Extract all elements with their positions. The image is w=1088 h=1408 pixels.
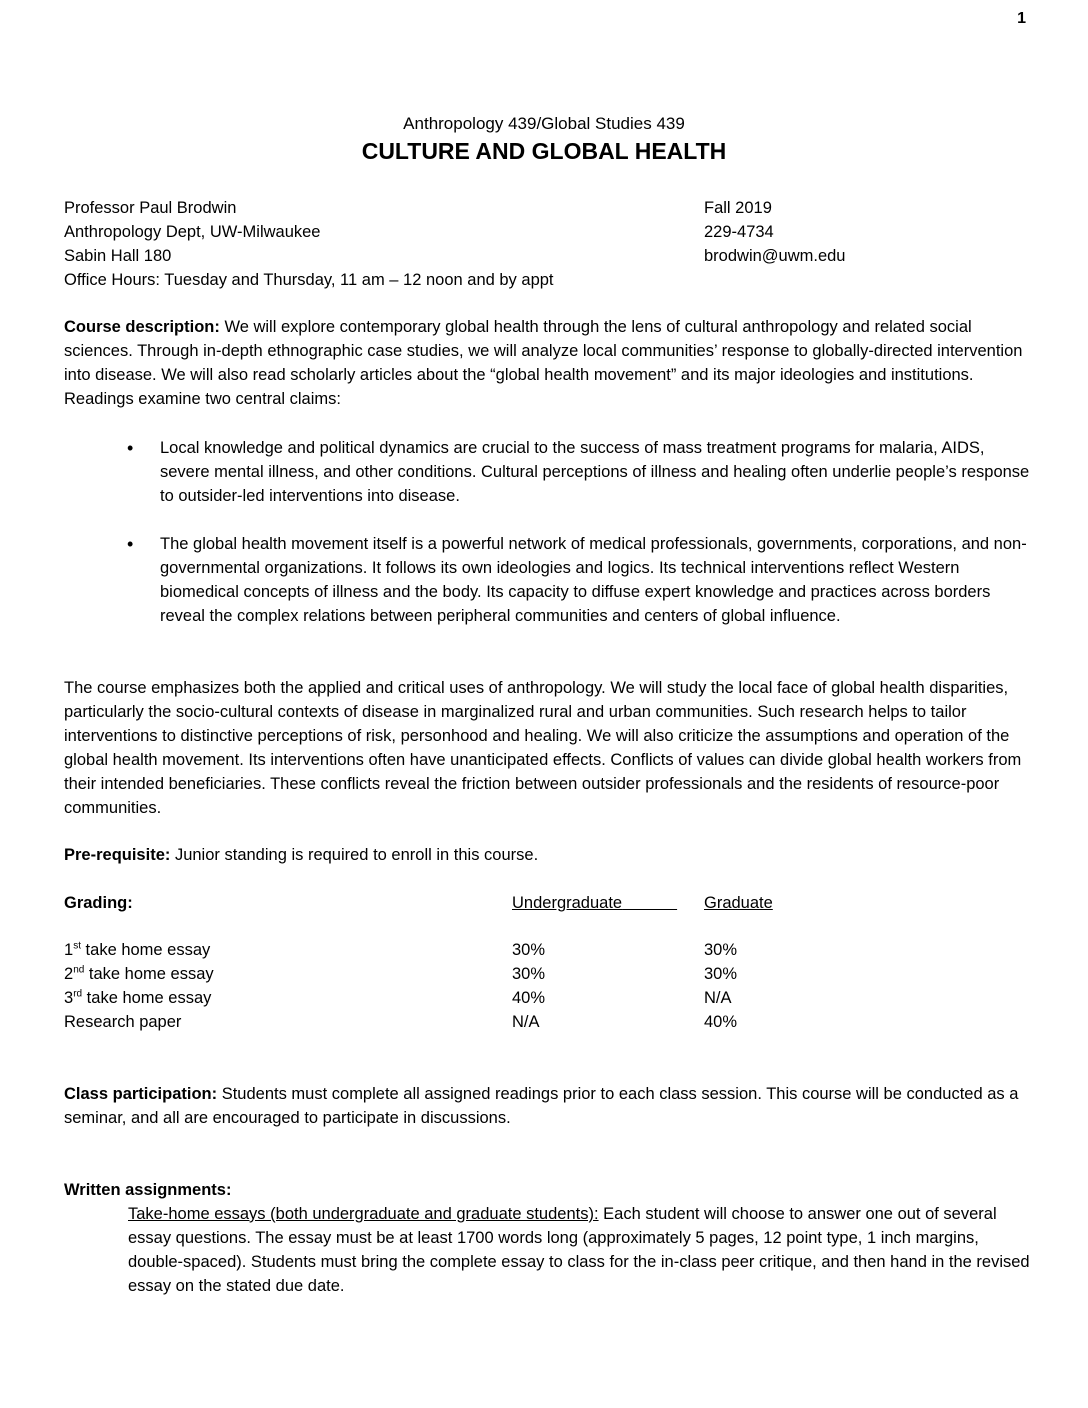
grading-row-grad: 30% xyxy=(704,941,738,959)
grading-row-undergrad: N/A xyxy=(512,1013,540,1031)
prerequisite-label: Pre-requisite: xyxy=(64,846,171,864)
grading-row-undergrad: 30% xyxy=(512,965,546,983)
class-participation-label: Class participation: xyxy=(64,1085,218,1103)
grading-label: Grading: xyxy=(64,894,133,912)
prerequisite-text: Junior standing is required to enroll in this course. xyxy=(170,846,539,864)
grading-row-undergrad: 30% xyxy=(512,941,546,959)
grading-row-undergrad: 40% xyxy=(512,989,546,1007)
instructor-department: Anthropology Dept, UW-Milwaukee xyxy=(64,223,321,241)
instructor-name: Professor Paul Brodwin xyxy=(64,199,237,217)
course-description-text: We will explore contemporary global health through the lens of cultural anthropology and related social sciences. Through in-depth ethnographic case studies, we will analyze local communities’ response to globally-directed intervention into disease. We will also read scholarly articles about the “global health movement” and its major ideologies and institutions. Readings examine two central claims: xyxy=(64,318,1023,408)
bullet-item: Local knowledge and political dynamics are crucial to the success of mass treatment programs for malaria, AIDS, severe mental illness, and other conditions. Cultural perceptions of illness and healing often underlie people’s response to outsider-led interventions into disease. xyxy=(160,439,1030,505)
grading-row-grad: N/A xyxy=(704,989,732,1007)
take-home-essays xyxy=(128,1202,1030,1298)
course-number: Anthropology 439/Global Studies 439 xyxy=(403,114,685,133)
grading-row-item: 3rd take home essay xyxy=(64,988,212,1007)
grading-col-undergrad: Undergraduate xyxy=(512,894,623,912)
grading-row-item: Research paper xyxy=(64,1013,182,1031)
prerequisite xyxy=(64,843,538,867)
instructor-office: Sabin Hall 180 xyxy=(64,247,172,265)
bullet-icon: • xyxy=(127,534,134,554)
grading-row-grad: 40% xyxy=(704,1013,738,1031)
take-home-essays-subhead: Take-home essays (both undergraduate and graduate students): xyxy=(128,1205,599,1223)
class-participation xyxy=(64,1082,1030,1130)
grading-col-grad: Graduate xyxy=(704,894,773,912)
written-assignments-label: Written assignments: xyxy=(64,1181,232,1199)
office-hours: Office Hours: Tuesday and Thursday, 11 am – 12 noon and by appt xyxy=(64,271,554,289)
course-emphasis-paragraph: The course emphasizes both the applied and critical uses of anthropology. We will study the local face of global health disparities, particularly the socio-cultural contexts of disease in marginalized rural and urban communities. Such research helps to tailor interventions to distinctive perceptions of risk, personhood and healing. We will also criticize the assumptions and operation of the global health movement. Its interventions often have unanticipated effects. Conflicts of values can divide global health workers from their intended beneficiaries. These conflicts reveal the friction between outsider professionals and the residents of resource-poor communities. xyxy=(64,679,1022,817)
email: brodwin@uwm.edu xyxy=(704,247,846,265)
course-title: CULTURE AND GLOBAL HEALTH xyxy=(361,138,727,164)
grading-row-item: 1st take home essay xyxy=(64,940,211,959)
grading-row-item: 2nd take home essay xyxy=(64,964,214,983)
class-participation-text: Students must complete all assigned readings prior to each class session. This course will be conducted as a seminar, and all are encouraged to participate in discussions. xyxy=(64,1085,1019,1127)
course-description-label: Course description: xyxy=(64,318,220,336)
take-home-essays-text: Each student will choose to answer one out of several essay questions. The essay must be at least 1700 words long (approximately 5 pages, 12 point type, 1 inch margins, double-spaced). Students must bring the complete essay to class for the in-class peer critique, and then hand in the revised essay on the stated due date. xyxy=(128,1205,1030,1295)
course-description xyxy=(64,315,1030,411)
bullet-item: The global health movement itself is a powerful network of medical professionals, governments, corporations, and non-governmental organizations. It follows its own ideologies and logics. Its technical interventions reflect Western biomedical concepts of illness and the body. Its capacity to diffuse expert knowledge and practices across borders reveal the complex relations between peripheral communities and centers of global influence. xyxy=(160,535,1027,625)
page-number: 1 xyxy=(1017,10,1026,27)
grading-row-grad: 30% xyxy=(704,965,738,983)
bullet-icon: • xyxy=(127,438,134,458)
term: Fall 2019 xyxy=(704,199,772,217)
phone: 229-4734 xyxy=(704,223,774,241)
